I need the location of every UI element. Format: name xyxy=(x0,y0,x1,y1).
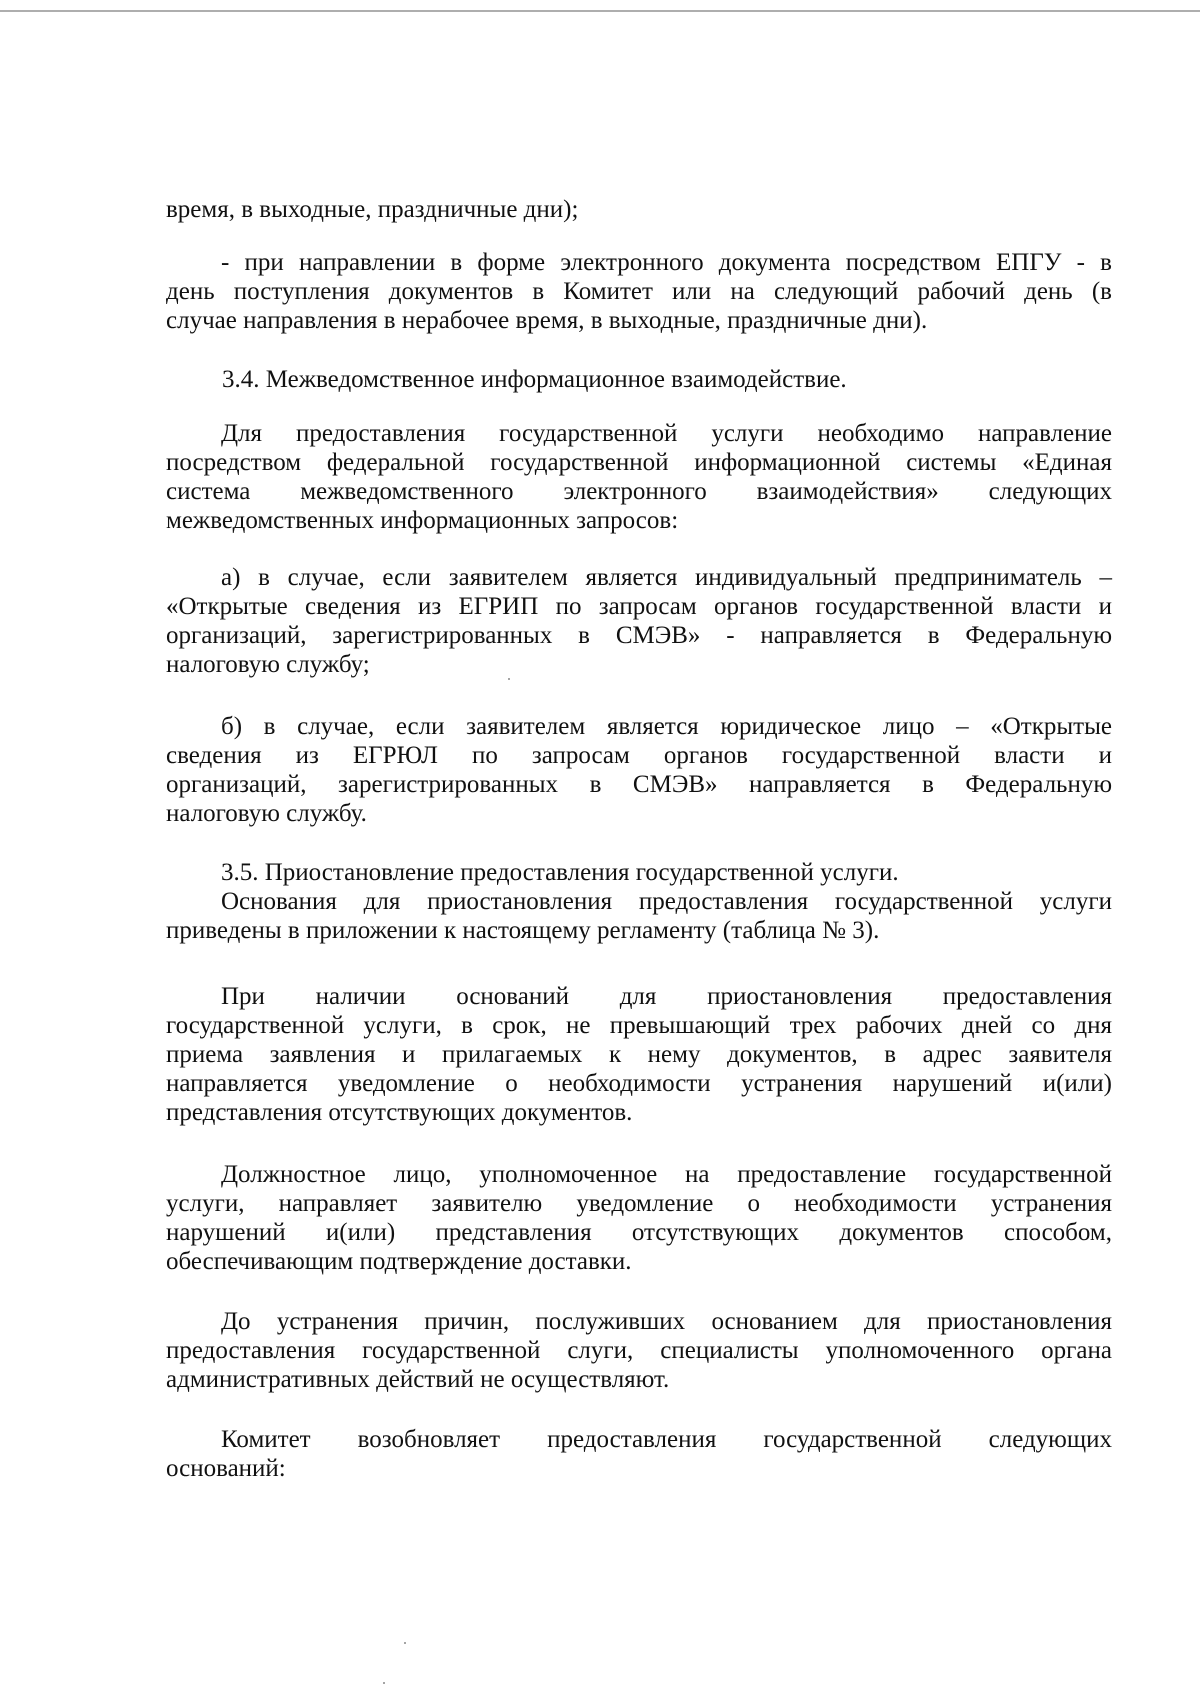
text-line: услуги, направляет заявителю уведомление о необходимости устранения xyxy=(166,1190,1112,1217)
text-line: оснований: xyxy=(166,1455,286,1482)
section-heading-3-5 xyxy=(166,858,1112,945)
text-line: посредством федеральной государственной информационной системы «Единая xyxy=(166,449,1112,476)
text-line: - при направлении в форме электронного документа посредством ЕПГУ - в xyxy=(221,249,1112,276)
text-line: время, в выходные, праздничные дни); xyxy=(166,196,579,223)
paragraph-continuation xyxy=(166,195,1166,224)
paragraph-until-elimination xyxy=(166,1307,1112,1394)
text-line: Комитет возобновляет предоставления государственной следующих xyxy=(221,1426,1112,1453)
text-line: При наличии оснований для приостановления предоставления xyxy=(221,983,1112,1010)
paragraph-suspension-grounds xyxy=(166,982,1112,1127)
paragraph-item-a xyxy=(166,563,1112,679)
paragraph-epgu xyxy=(166,248,1112,335)
text-line: б) в случае, если заявителем является юридическое лицо – «Открытые xyxy=(221,713,1112,740)
text-line: обеспечивающим подтверждение доставки. xyxy=(166,1248,632,1275)
text-line: До устранения причин, послуживших основанием для приостановления xyxy=(221,1308,1112,1335)
text-line: приема заявления и прилагаемых к нему документов, в адрес заявителя xyxy=(166,1041,1112,1068)
text-line: представления отсутствующих документов. xyxy=(166,1099,633,1126)
paragraph-resumption xyxy=(166,1425,1112,1483)
text-line: приведены в приложении к настоящему регламенту (таблица № 3). xyxy=(166,917,880,944)
text-line: налоговую службу; xyxy=(166,651,370,678)
section-heading-3-4 xyxy=(222,365,1122,394)
text-line: «Открытые сведения из ЕГРИП по запросам органов государственной власти и xyxy=(166,593,1112,620)
scan-speck xyxy=(404,1642,406,1644)
text-line: межведомственных информационных запросов: xyxy=(166,507,679,534)
text-line: предоставления государственной слуги, специалисты уполномоченного органа xyxy=(166,1337,1112,1364)
paragraph-interagency-requests xyxy=(166,419,1112,535)
text-line: система межведомственного электронного взаимодействия» следующих xyxy=(166,478,1112,505)
paragraph-official-notice xyxy=(166,1160,1112,1276)
text-line: 3.5. Приостановление предоставления государственной услуги. xyxy=(221,859,899,886)
text-line: Для предоставления государственной услуги необходимо направление xyxy=(221,420,1112,447)
text-line: направляется уведомление о необходимости устранения нарушений и(или) xyxy=(166,1070,1112,1097)
text-line: налоговую службу. xyxy=(166,800,367,827)
text-line: Должностное лицо, уполномоченное на предоставление государственной xyxy=(221,1161,1112,1188)
text-line: 3.4. Межведомственное информационное взаимодействие. xyxy=(222,366,847,393)
text-line: организаций, зарегистрированных в СМЭВ» - направляется в Федеральную xyxy=(166,622,1112,649)
text-line: случае направления в нерабочее время, в выходные, праздничные дни). xyxy=(166,307,928,334)
text-line: административных действий не осуществляют. xyxy=(166,1366,670,1393)
text-line: нарушений и(или) представления отсутствующих документов способом, xyxy=(166,1219,1112,1246)
text-line: сведения из ЕГРЮЛ по запросам органов государственной власти и xyxy=(166,742,1112,769)
text-line: а) в случае, если заявителем является индивидуальный предприниматель – xyxy=(221,564,1112,591)
paragraph-item-b xyxy=(166,712,1112,828)
text-line: государственной услуги, в срок, не превышающий трех рабочих дней со дня xyxy=(166,1012,1112,1039)
scan-speck xyxy=(383,1682,385,1684)
text-line: организаций, зарегистрированных в СМЭВ» направляется в Федеральную xyxy=(166,771,1112,798)
text-line: Основания для приостановления предоставления государственной услуги xyxy=(221,888,1112,915)
text-line: день поступления документов в Комитет или на следующий рабочий день (в xyxy=(166,278,1112,305)
scan-speck xyxy=(508,678,510,680)
